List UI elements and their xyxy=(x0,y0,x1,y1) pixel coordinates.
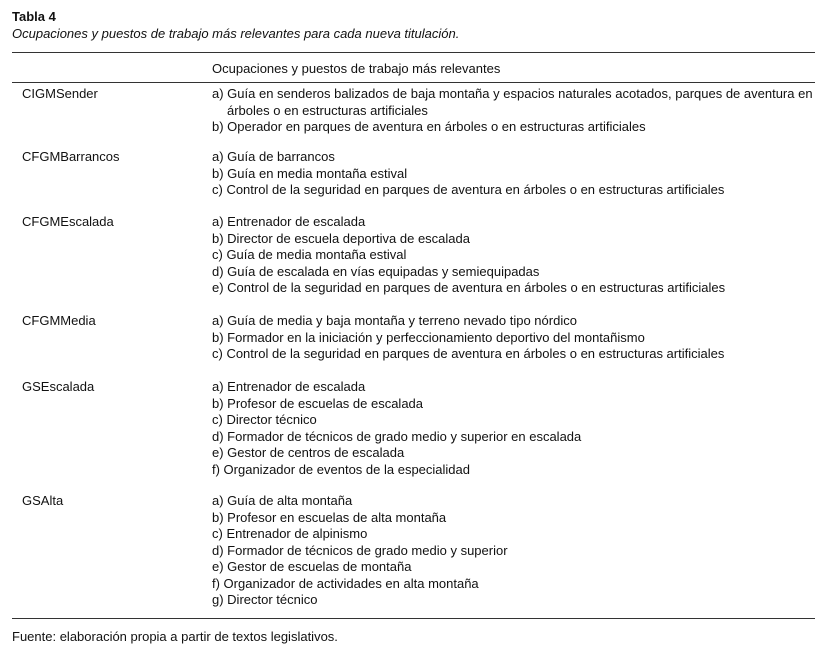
occupation-item: c) Entrenador de alpinismo xyxy=(212,526,368,541)
degree-name: CFGMEscalada xyxy=(22,214,114,229)
occupation-item: c) Control de la seguridad en parques de aventura en árboles o en estructuras artificiales xyxy=(212,346,725,361)
column-header: Ocupaciones y puestos de trabajo más relevantes xyxy=(212,61,501,76)
degree-name: GSAlta xyxy=(22,493,64,508)
occupation-item: c) Director técnico xyxy=(212,412,317,427)
occupation-item: f) Organizador de actividades en alta montaña xyxy=(212,575,479,591)
occupation-item: b) Operador en parques de aventura en árboles o en estructuras artificiales xyxy=(212,119,646,134)
occupation-item: e) Gestor de centros de escalada xyxy=(212,445,405,460)
table-caption: Ocupaciones y puestos de trabajo más relevantes para cada nueva titulación. xyxy=(12,26,460,41)
occupation-list xyxy=(212,214,815,297)
occupation-item: g) Director técnico xyxy=(212,592,318,607)
source-note: Fuente: elaboración propia a partir de textos legislativos. xyxy=(12,629,338,644)
occupation-item: b) Profesor en escuelas de alta montaña xyxy=(212,509,447,525)
degree-name: CIGMSender xyxy=(22,86,98,101)
occupation-item: a) Guía de alta montaña xyxy=(212,493,353,508)
occupation-list xyxy=(212,149,815,199)
occupation-item: a) Entrenador de escalada xyxy=(212,214,366,229)
occupation-item: b) Formador en la iniciación y perfeccionamiento deportivo del montañismo xyxy=(212,329,645,345)
degree-name: CFGMBarrancos xyxy=(22,149,120,164)
occupation-item: a) Entrenador de escalada xyxy=(212,379,366,394)
occupation-list xyxy=(212,379,815,478)
occupation-item: a) Guía de barrancos xyxy=(212,149,335,164)
occupation-item: d) Formador de técnicos de grado medio y superior xyxy=(212,542,508,558)
occupation-item: b) Director de escuela deportiva de escalada xyxy=(212,230,470,246)
occupation-item: e) Control de la seguridad en parques de aventura en árboles o en estructuras artificiales xyxy=(212,280,726,295)
bottom-rule xyxy=(12,618,815,619)
occupation-item: a) Guía de media y baja montaña y terreno nevado tipo nórdico xyxy=(212,313,577,328)
degree-name: GSEscalada xyxy=(22,379,95,394)
occupation-list xyxy=(212,493,815,609)
occupation-item: b) Guía en media montaña estival xyxy=(212,165,408,181)
occupation-item: c) Guía de media montaña estival xyxy=(212,247,407,262)
occupation-item: a) Guía en senderos balizados de baja montaña y espacios naturales acotados, parques de aventura en árboles o en estructuras artificiales xyxy=(212,86,813,118)
occupation-item: e) Gestor de escuelas de montaña xyxy=(212,559,412,574)
header-rule xyxy=(12,82,815,83)
occupation-item: d) Guía de escalada en vías equipadas y semiequipadas xyxy=(212,263,540,279)
occupation-list xyxy=(212,313,815,363)
occupation-item: f) Organizador de eventos de la especialidad xyxy=(212,461,470,477)
occupation-list xyxy=(212,86,815,136)
degree-name: CFGMMedia xyxy=(22,313,96,328)
occupation-item: b) Profesor de escuelas de escalada xyxy=(212,395,424,411)
table-label: Tabla 4 xyxy=(12,9,56,24)
top-rule xyxy=(12,52,815,53)
occupation-item: d) Formador de técnicos de grado medio y superior en escalada xyxy=(212,428,582,444)
occupation-item: c) Control de la seguridad en parques de aventura en árboles o en estructuras artificiales xyxy=(212,182,725,197)
